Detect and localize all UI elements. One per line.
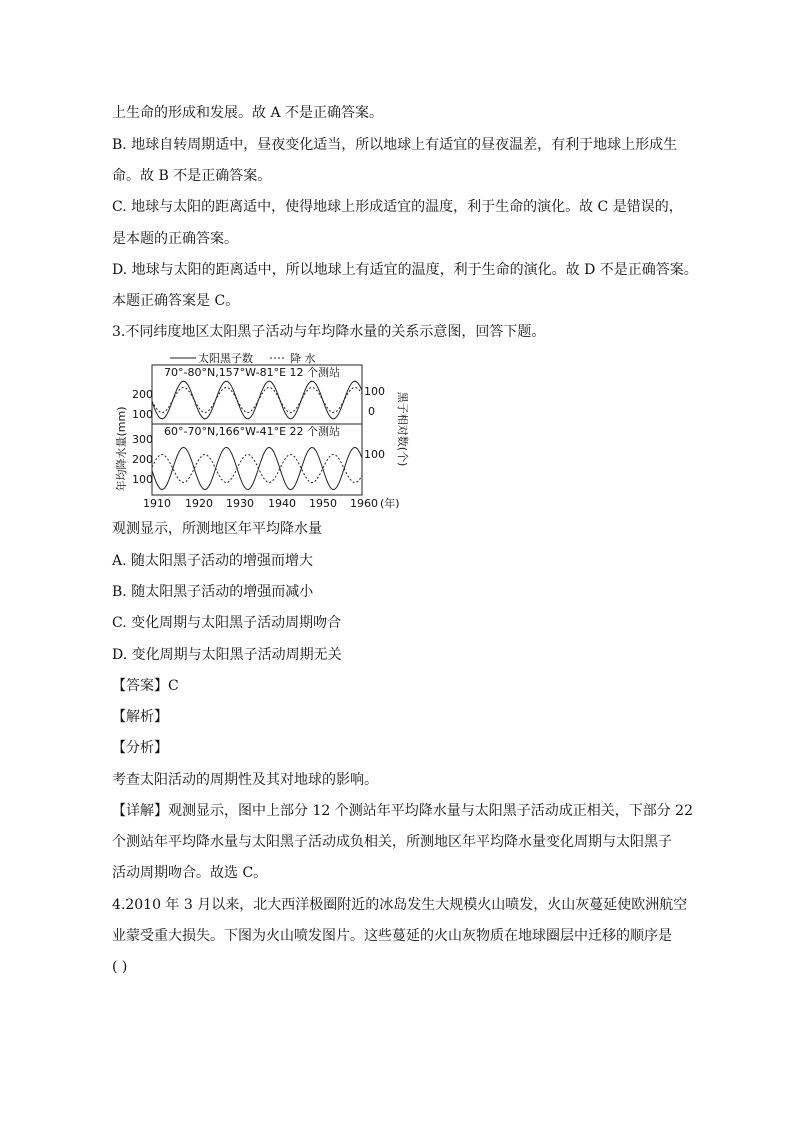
answer-blank: ( ) [112, 959, 128, 975]
x-tick: 1960 [350, 497, 378, 510]
y-left-tick: 100 [132, 473, 153, 486]
option-c: C. 变化周期与太阳黑子活动周期吻合 [112, 615, 342, 631]
x-tick: 1910 [143, 497, 171, 510]
y-right-tick: 100 [364, 385, 385, 398]
question-3-prompt: 观测显示，所测地区年平均降水量 [112, 521, 322, 537]
panel-top-label: 70°-80°N,157°W-81°E 12 个测站 [164, 366, 341, 379]
sunspot-series-line [152, 381, 362, 419]
y-left-tick: 200 [132, 388, 153, 401]
x-tick: 1950 [309, 497, 337, 510]
precipitation-series-line [152, 387, 362, 412]
answer-line: 【答案】C [112, 678, 179, 694]
x-tick: 1940 [268, 497, 296, 510]
sunspot-series-line [152, 447, 362, 489]
doc-line: 考查太阳活动的周期性及其对地球的影响。 [112, 772, 378, 788]
chart-svg [112, 349, 412, 511]
sunspot-precipitation-chart [112, 349, 412, 511]
analysis-heading: 【解析】 [112, 709, 168, 725]
y-left-tick: 200 [132, 453, 153, 466]
option-d: D. 变化周期与太阳黑子活动周期无关 [112, 647, 342, 663]
question-3-stem: 3.不同纬度地区太阳黑子活动与年均降水量的关系示意图，回答下题。 [112, 324, 546, 340]
doc-line: 命。故 B 不是正确答案。 [112, 168, 272, 184]
doc-line: C. 地球与太阳的距离适中，使得地球上形成适宜的温度，利于生命的演化。故 C 是错误的， [112, 199, 683, 215]
doc-line: D. 地球与太阳的距离适中，所以地球上有适宜的温度，利于生命的演化。故 D 不是正确答案。 [112, 262, 698, 278]
x-tick: 1930 [226, 497, 254, 510]
y-left-tick: 300 [132, 433, 153, 446]
legend-sunspot-label: 太阳黑子数 [198, 352, 253, 365]
legend-precip-label: 降 水 [290, 352, 316, 365]
y-left-axis-label: 年均降水量(mm) [115, 406, 128, 492]
option-a: A. 随太阳黑子活动的增强而增大 [112, 553, 314, 569]
fenxi-heading: 【分析】 [112, 740, 168, 756]
y-right-tick: 0 [368, 405, 375, 418]
doc-line: 活动周期吻合。故选 C。 [112, 865, 268, 881]
doc-line: B. 地球自转周期适中，昼夜变化适当，所以地球上有适宜的昼夜温差，有利于地球上形成生 [112, 137, 678, 153]
precipitation-series-line [152, 454, 362, 482]
doc-line: 本题正确答案是 C。 [112, 293, 240, 309]
doc-line: 是本题的正确答案。 [112, 231, 238, 247]
doc-line: 上生命的形成和发展。故 A 不是正确答案。 [112, 105, 384, 121]
y-right-axis-label: 黑子相对数(个) [396, 391, 409, 467]
question-4-stem: 4.2010 年 3 月以来，北大西洋极圈附近的冰岛发生大规模火山喷发，火山灰蔓延使欧洲航空 [112, 897, 688, 913]
doc-line: 个测站年平均降水量与太阳黑子活动成负相关，所测地区年平均降水量变化周期与太阳黑子 [112, 834, 672, 850]
option-b: B. 随太阳黑子活动的增强而减小 [112, 584, 314, 600]
panel-bottom-label: 60°-70°N,166°W-41°E 22 个测站 [164, 425, 341, 438]
x-tick: 1920 [185, 497, 213, 510]
y-right-tick: 100 [364, 448, 385, 461]
x-unit-label: (年) [380, 497, 400, 510]
doc-line: 业蒙受重大损失。下图为火山喷发图片。这些蔓延的火山灰物质在地球圈层中迁移的顺序是 [112, 928, 672, 944]
y-left-tick: 100 [132, 408, 153, 421]
doc-line: 【详解】观测显示，图中上部分 12 个测站年平均降水量与太阳黑子活动成正相关，下部分 22 [112, 803, 693, 819]
